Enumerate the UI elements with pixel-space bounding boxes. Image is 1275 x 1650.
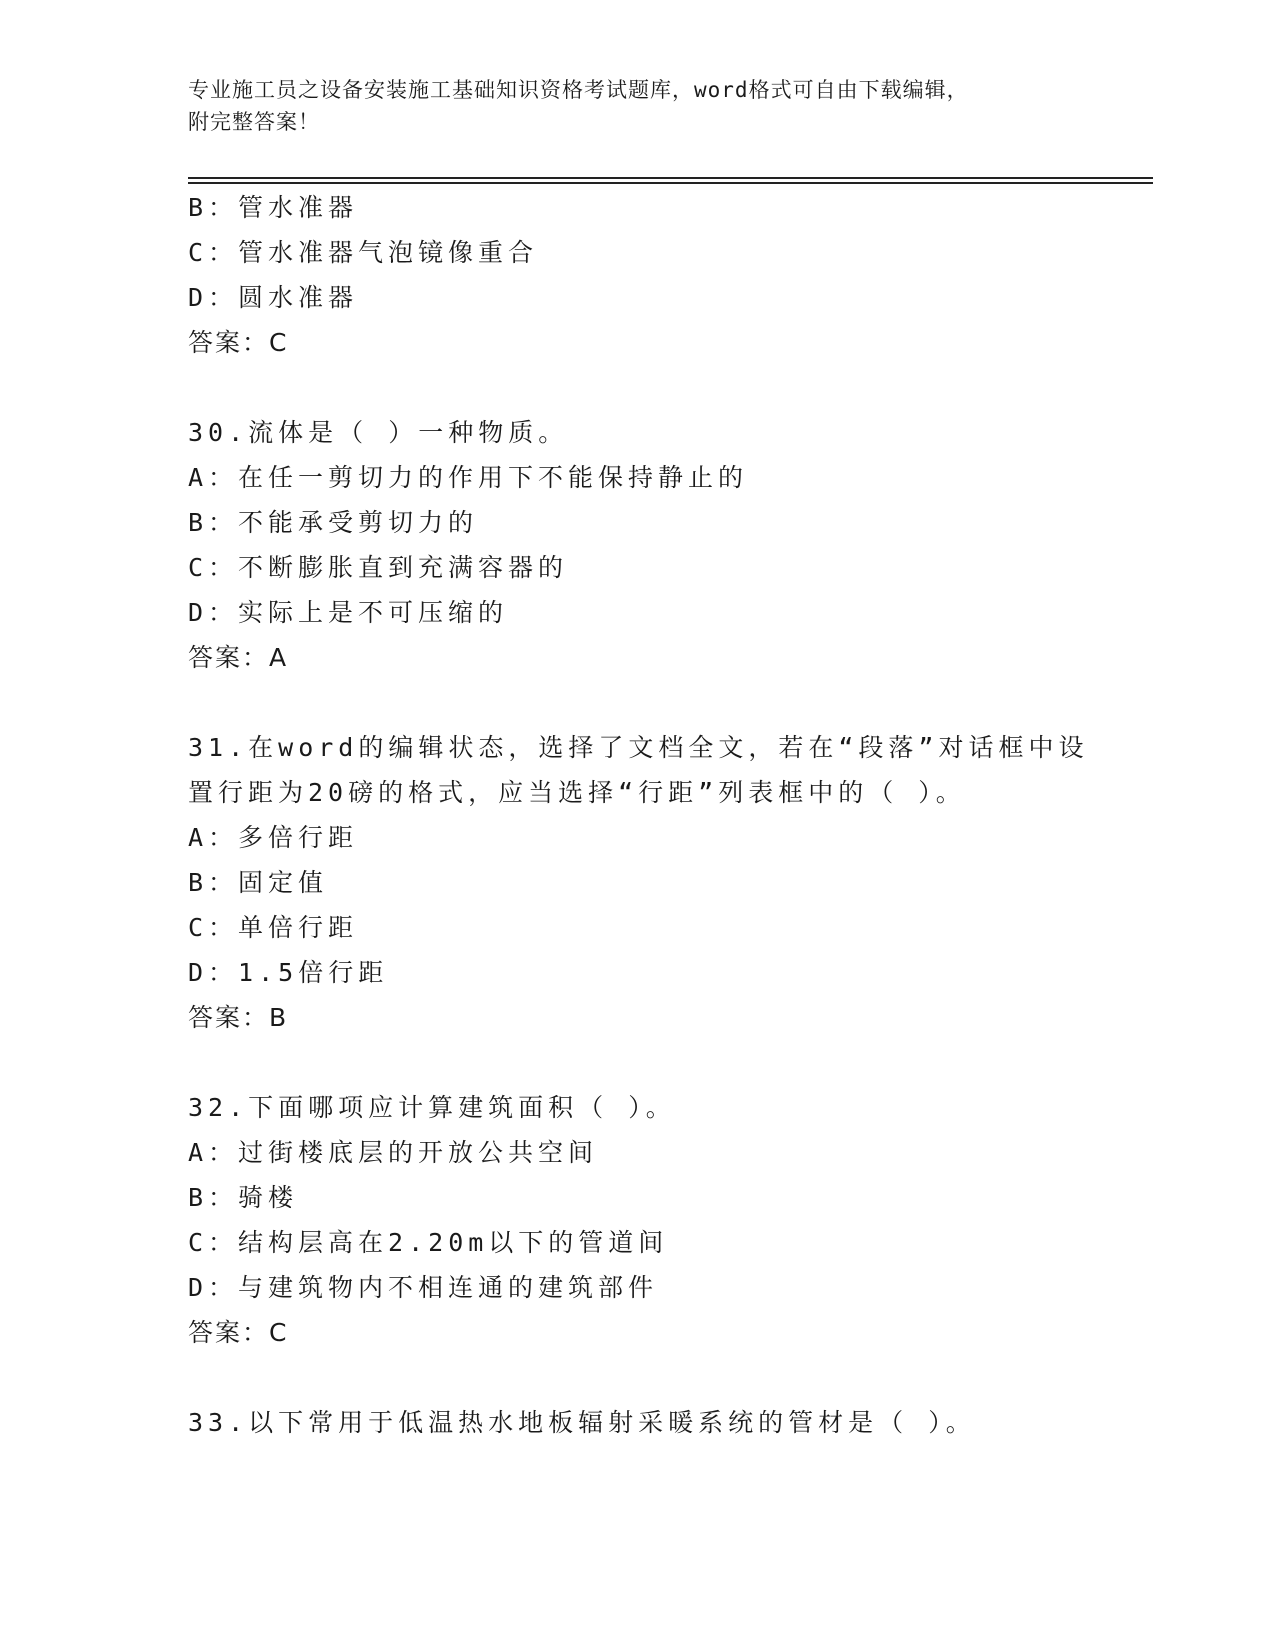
q29-option-d: D：圆水准器	[188, 283, 359, 312]
q30-option-c: C：不断膨胀直到充满容器的	[188, 553, 569, 582]
q32-option-b: B：骑楼	[188, 1183, 299, 1212]
q31-option-a: A：多倍行距	[188, 823, 359, 852]
q31-question-line-1: 31.在word的编辑状态，选择了文档全文，若在“段落”对话框中设	[188, 733, 1089, 762]
q31-option-b: B：固定值	[188, 868, 329, 897]
q31-question-line-2: 置行距为20磅的格式，应当选择“行距”列表框中的（ ）。	[188, 778, 966, 807]
header-divider-top	[188, 177, 1153, 179]
q32-option-c: C：结构层高在2.20m以下的管道间	[188, 1228, 669, 1257]
q30-answer: 答案：A	[188, 643, 289, 672]
q32-question: 32.下面哪项应计算建筑面积（ ）。	[188, 1093, 676, 1122]
q29-option-c: C：管水准器气泡镜像重合	[188, 238, 539, 267]
q32-option-d: D：与建筑物内不相连通的建筑部件	[188, 1273, 659, 1302]
q29-option-b: B：管水准器	[188, 193, 359, 222]
q30-option-a: A：在任一剪切力的作用下不能保持静止的	[188, 463, 749, 492]
q29-answer: 答案：C	[188, 328, 289, 357]
q30-option-d: D：实际上是不可压缩的	[188, 598, 509, 627]
q32-option-a: A：过街楼底层的开放公共空间	[188, 1138, 599, 1167]
document-header	[188, 74, 1088, 138]
q31-option-c: C：单倍行距	[188, 913, 359, 942]
q30-option-b: B：不能承受剪切力的	[188, 508, 479, 537]
q31-answer: 答案：B	[188, 1003, 289, 1032]
q31-option-d: D：1.5倍行距	[188, 958, 389, 987]
header-line-1: 专业施工员之设备安装施工基础知识资格考试题库，word格式可自由下载编辑，	[188, 78, 969, 102]
q32-answer: 答案：C	[188, 1318, 289, 1347]
q30-question: 30.流体是（ ）一种物质。	[188, 418, 569, 447]
header-divider-bottom	[188, 182, 1153, 184]
header-line-2: 附完整答案！	[188, 110, 320, 134]
q33-question: 33.以下常用于低温热水地板辐射采暖系统的管材是（ ）。	[188, 1408, 976, 1437]
